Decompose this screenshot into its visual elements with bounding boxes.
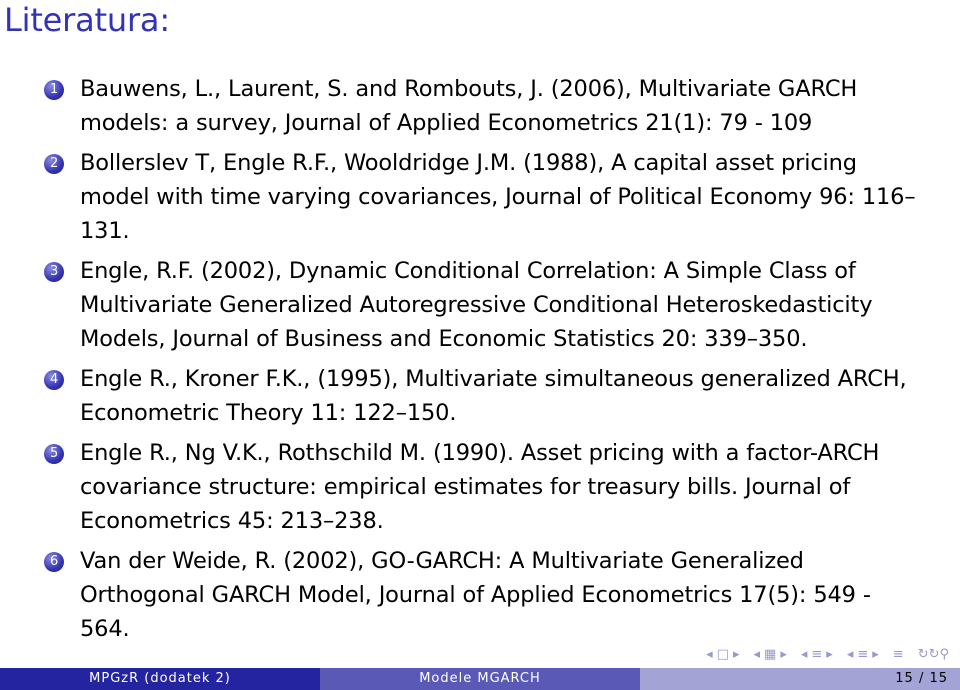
reference-item	[44, 436, 924, 538]
frame-icon: □	[716, 647, 729, 662]
reference-item	[44, 544, 924, 646]
search-icon[interactable]: ↻↻⚲	[917, 647, 949, 662]
reference-text: Engle R., Kroner F.K., (1995), Multivariate simultaneous generalized ARCH, Econometric Theory 11: 122–150.	[80, 366, 907, 426]
reference-text: Bauwens, L., Laurent, S. and Rombouts, J. (2006), Multivariate GARCH models: a survey, Journal of Applied Econometrics 21(1): 79 - 109	[80, 76, 858, 136]
beamer-navigation	[705, 646, 950, 664]
prev-slide-icon[interactable]: ◂	[846, 647, 854, 662]
next-subsection-icon[interactable]: ▸	[780, 647, 787, 662]
prev-subsection-icon[interactable]: ◂	[753, 647, 761, 662]
enum-bullet: 6	[44, 552, 64, 572]
enum-bullet: 3	[44, 262, 64, 282]
reference-list	[44, 72, 924, 652]
frame-title: Literatura:	[4, 1, 170, 39]
reference-item	[44, 72, 924, 140]
reference-text: Engle, R.F. (2002), Dynamic Conditional Correlation: A Simple Class of Multivariate Generalized Autoregressive Conditional Heteroskedasticity Models, Journal of Business and Economic Statistics 20: 339–350.	[80, 258, 873, 352]
enum-bullet: 2	[44, 154, 64, 174]
enum-bullet: 1	[44, 80, 64, 100]
next-frame-icon[interactable]: ▸	[732, 647, 740, 662]
prev-frame-icon[interactable]: ◂	[706, 647, 713, 662]
enum-bullet: 5	[44, 444, 64, 464]
reference-text: Van der Weide, R. (2002), GO-GARCH: A Multivariate Generalized Orthogonal GARCH Model, Journal of Applied Econometrics 17(5): 549 - 564.	[80, 548, 871, 642]
footer-page-number: 15 / 15	[640, 668, 960, 690]
section-icon: ≡	[811, 647, 823, 662]
prev-section-icon[interactable]: ◂	[800, 647, 808, 662]
subsection-icon: ▦	[764, 647, 777, 662]
reference-item	[44, 362, 924, 430]
footer-author: MPGzR (dodatek 2)	[0, 668, 320, 690]
reference-item	[44, 254, 924, 356]
next-section-icon[interactable]: ▸	[826, 647, 833, 662]
next-slide-icon[interactable]: ▸	[872, 647, 879, 662]
reference-item	[44, 146, 924, 248]
slide-icon: ≡	[857, 647, 869, 662]
footer-bar	[0, 668, 960, 690]
reference-text: Engle R., Ng V.K., Rothschild M. (1990). Asset pricing with a factor-ARCH covariance structure: empirical estimates for treasury bills. Journal of Econometrics 45: 213–238.	[80, 440, 880, 534]
enum-bullet: 4	[44, 370, 64, 390]
footer-title: Modele MGARCH	[320, 668, 640, 690]
outline-icon[interactable]: ≡	[892, 647, 904, 662]
reference-text: Bollerslev T, Engle R.F., Wooldridge J.M. (1988), A capital asset pricing model with time varying covariances, Journal of Political Economy 96: 116–131.	[80, 150, 916, 244]
